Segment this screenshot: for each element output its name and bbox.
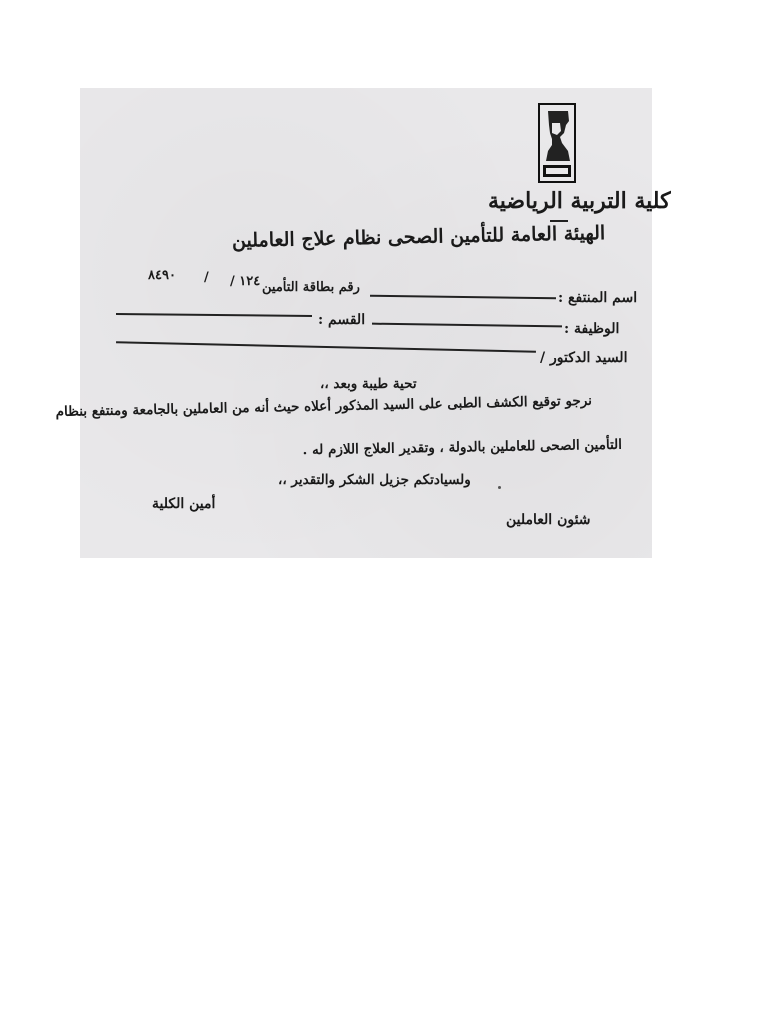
card-number-part2: / — [204, 270, 209, 285]
signature-personnel-affairs: شئون العاملين — [506, 512, 591, 528]
card-number-label: رقم بطاقة التأمين — [262, 280, 360, 295]
doctor-line — [116, 341, 536, 352]
greeting: تحية طيبة وبعد ،، — [320, 376, 417, 392]
department-label: القسم : — [318, 312, 366, 328]
form-title: الهيئة العامة للتأمين الصحى نظام علاج العاملين — [231, 222, 606, 252]
beneficiary-label: اسم المنتفع : — [558, 290, 638, 306]
job-label: الوظيفة : — [564, 321, 620, 337]
job-line — [372, 323, 562, 327]
scanned-form — [55, 88, 671, 558]
doctor-label: السيد الدكتور / — [540, 350, 628, 366]
beneficiary-line — [370, 295, 556, 299]
scan-speck — [498, 486, 501, 489]
letter-line-2: التأمين الصحى للعاملين بالدولة ، وتقدير العلاج اللازم له . — [302, 436, 623, 459]
card-number-part1: ١٢٤ / — [230, 274, 261, 289]
college-name: كلية التربية الرياضية — [488, 188, 671, 214]
college-underline — [550, 220, 568, 222]
letter-line-1: نرجو توقيع الكشف الطبى على السيد المذكور أعلاه حيث أنه من العاملين بالجامعة ومنتفع بنظام — [55, 392, 593, 421]
signature-dean-secretary: أمين الكلية — [152, 496, 216, 512]
closing: ولسيادتكم جزيل الشكر والتقدير ،، — [278, 472, 471, 488]
card-number-part3: ٨٤٩٠ — [148, 268, 176, 283]
department-line — [116, 313, 312, 317]
nefertiti-logo-icon — [538, 103, 576, 183]
